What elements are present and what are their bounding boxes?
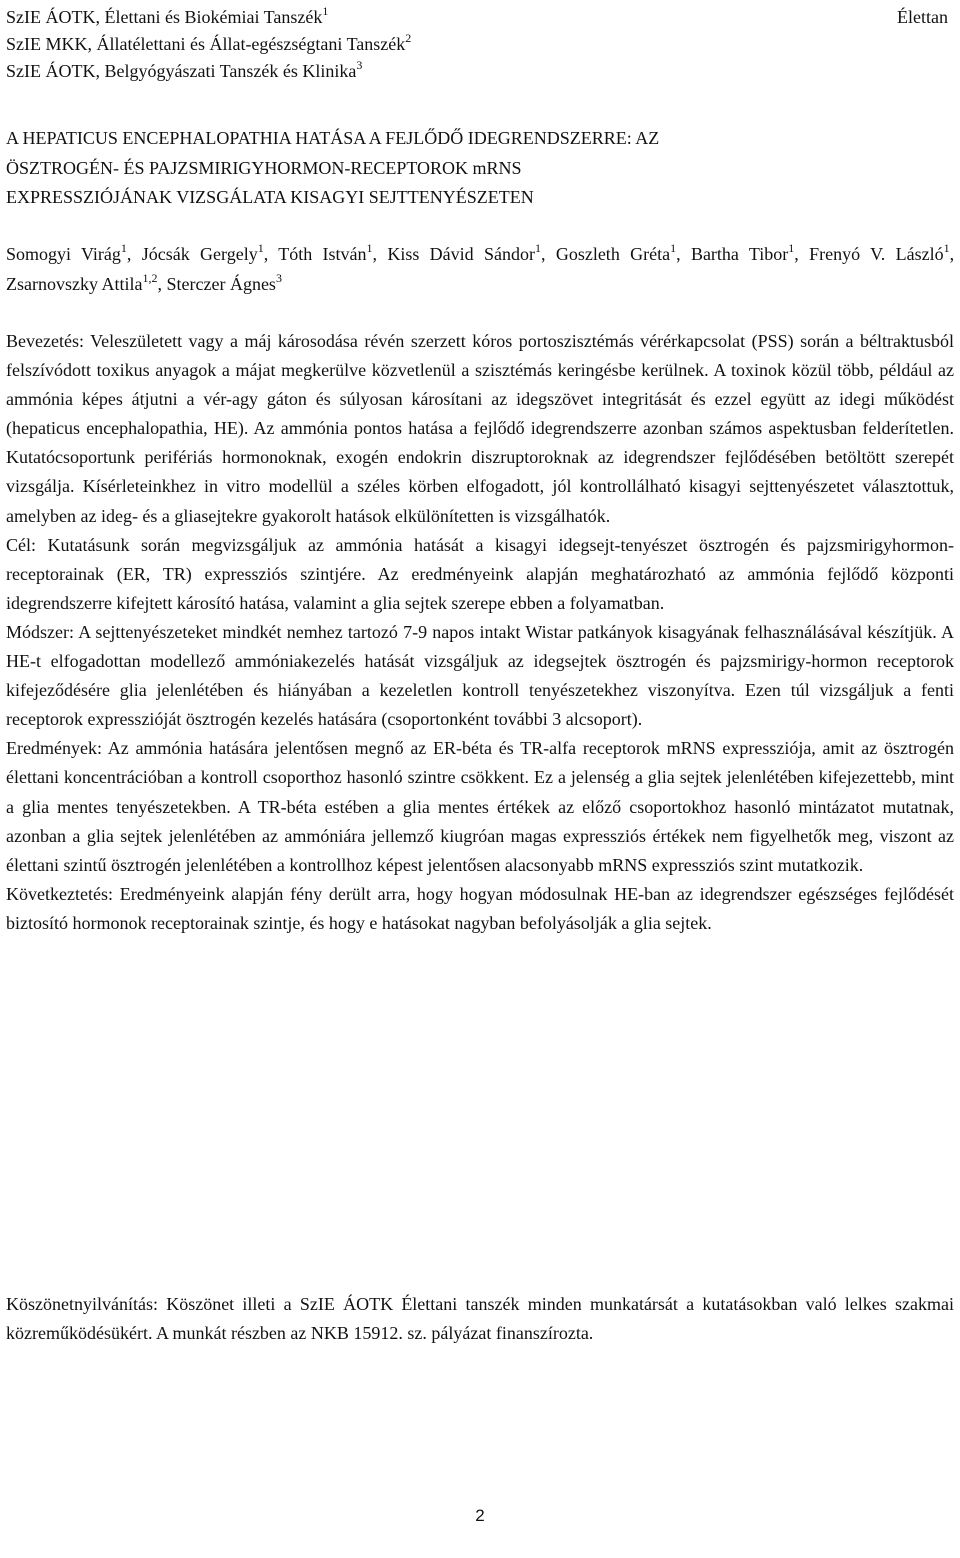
abstract-body [6,327,954,938]
affiliation-line: SzIE ÁOTK, Belgyógyászati Tanszék és Klinika$^3$ [6,58,363,81]
title-line: EXPRESSZIÓJÁNAK VIZSGÁLATA KISAGYI SEJTTENYÉSZETEN [6,187,534,207]
author-name: Sterczer Ágnes [166,274,276,294]
author-list: Somogyi Virág$^1$, Jócsák Gergely$^1$, Tóth István$^1$, Kiss Dávid Sándor$^1$, Goszleth Gréta$^1$, Bartha Tibor$^1$, Frenyó V. László$^1$, Zsarnovszky Attila$^{1,2}$, Sterczer Ágnes$^3$ [6,241,955,294]
affiliation-line: SzIE ÁOTK, Élettani és Biokémiai Tanszék$^1$ [6,4,329,27]
page-number: 2 [475,1506,485,1525]
title-line: A HEPATICUS ENCEPHALOPATHIA HATÁSA A FEJLŐDŐ IDEGRENDSZERRE: AZ [6,128,660,148]
section-label: Élettan [897,7,948,27]
acknowledgement-paragraph: Köszönetnyilvánítás: Köszönet illeti a SzIE ÁOTK Élettani tanszék minden munkatársát a kutatásokban való lelkes szakmai közreműködésükért. A munkát részben az NKB 15912. sz. pályázat finanszírozta. [6,1294,954,1343]
author-name: Kiss Dávid Sándor [387,244,535,264]
affiliation-line: SzIE MKK, Állatélettani és Állat-egészségtani Tanszék$^2$ [6,31,412,54]
author-name: Bartha Tibor [690,244,789,264]
author-name: Jócsák Gergely [141,244,258,264]
author-name: Goszleth Gréta [555,244,671,264]
author-name: Frenyó V. László [809,244,944,264]
methods-paragraph: Módszer: A sejttenyészeteket mindkét nemhez tartozó 7-9 napos intakt Wistar patkányok kisagyának felhasználásával készítjük. A HE-t elfogadottan modellező ammóniakezelés hatását vizsgáljuk az idegsejtek ösztrogén és pajzsmirigy-hormon receptorok kifejeződésére glia jelenlétében és hiányában a kezeletlen kontroll tenyészetekhez viszonyítva. Ezen túl vizsgáljuk a fenti receptorok expresszióját ösztrogén kezelés hatására (csoportonként további 3 alcsoport). [6,621,954,730]
affiliation-number: 3 [356,58,363,72]
affiliation-number: 1 [322,4,329,18]
author-name: Zsarnovszky Attila [6,274,143,294]
abstract-title [6,124,954,213]
affiliation-number: 2 [405,31,412,45]
author-name: Tóth István [278,244,367,264]
author-name: Somogyi Virág [6,244,121,264]
aim-paragraph: Cél: Kutatásunk során megvizsgáljuk az ammónia hatását a kisagyi idegsejt-tenyészet ösztrogén és pajzsmirigyhormon-receptorainak (ER, TR) expressziós szintjére. Az eredményeink alapján meghatározható az ammónia fejlődő központi idegrendszerre kifejtett károsító hatása, valamint a glia sejtek szerepe ebben a folyamatban. [6,534,954,613]
conclusion-paragraph: Következtetés: Eredményeink alapján fény derült arra, hogy hogyan módosulnak HE-ban az idegrendszer egészséges fejlődését biztosító hormonok receptorainak szintje, és hogy e hatásokat nagyban befolyásolják a glia sejtek. [6,883,954,933]
affiliations [6,4,954,85]
introduction-paragraph: Bevezetés: Veleszületett vagy a máj károsodása révén szerzett kóros portoszisztémás vérérkapcsolat (PSS) során a béltraktusból felszívódott toxikus anyagok a májat megkerülve közvetlenül a szisztémás keringésbe kerülnek. A toxinok közül több, például az ammónia képes átjutni a vér-agy gáton és súlyosan károsítani az idegszövet integritását és ezzel együtt az idegi működést (hepaticus encephalopathia, HE). Az ammónia pontos hatása a fejlődő idegrendszerre azonban számos aspektusban felderítetlen. Kutatócsoportunk perifériás hormonoknak, exogén endokrin diszruptoroknak az idegrendszer fejlődésében betöltött szerepét vizsgálja. Kísérleteinkhez in vitro modellül a széles körben elfogadott, jól kontrollálható kisagyi sejttenyészetet választottuk, amelyben az ideg- és a gliasejtekre gyakorolt hatások elkülönítetten is vizsgálhatók. [6,331,954,526]
title-line: ÖSZTROGÉN- ÉS PAJZSMIRIGYHORMON-RECEPTOROK mRNS [6,157,522,178]
results-paragraph: Eredmények: Az ammónia hatására jelentősen megnő az ER-béta és TR-alfa receptorok mRNS expressziója, amit az ösztrogén élettani koncentrációban a kontroll csoporthoz hasonló szintre csökkent. Ez a jelenség a glia sejtek jelenlétében kifejezettebb, mint a glia mentes tenyészetekben. A TR-béta estében a glia mentes értékek az előző csoportokhoz hasonló mintázatot mutatnak, azonban a glia sejtek jelenlétében az ammóniára jellemző kiugróan magas expressziós értékek nem figyelhetők meg, viszont az élettani szintű ösztrogén jelenlétében a kontrollhoz képest jelentősen alacsonyabb mRNS expressziós szint mutatkozik. [6,738,954,875]
